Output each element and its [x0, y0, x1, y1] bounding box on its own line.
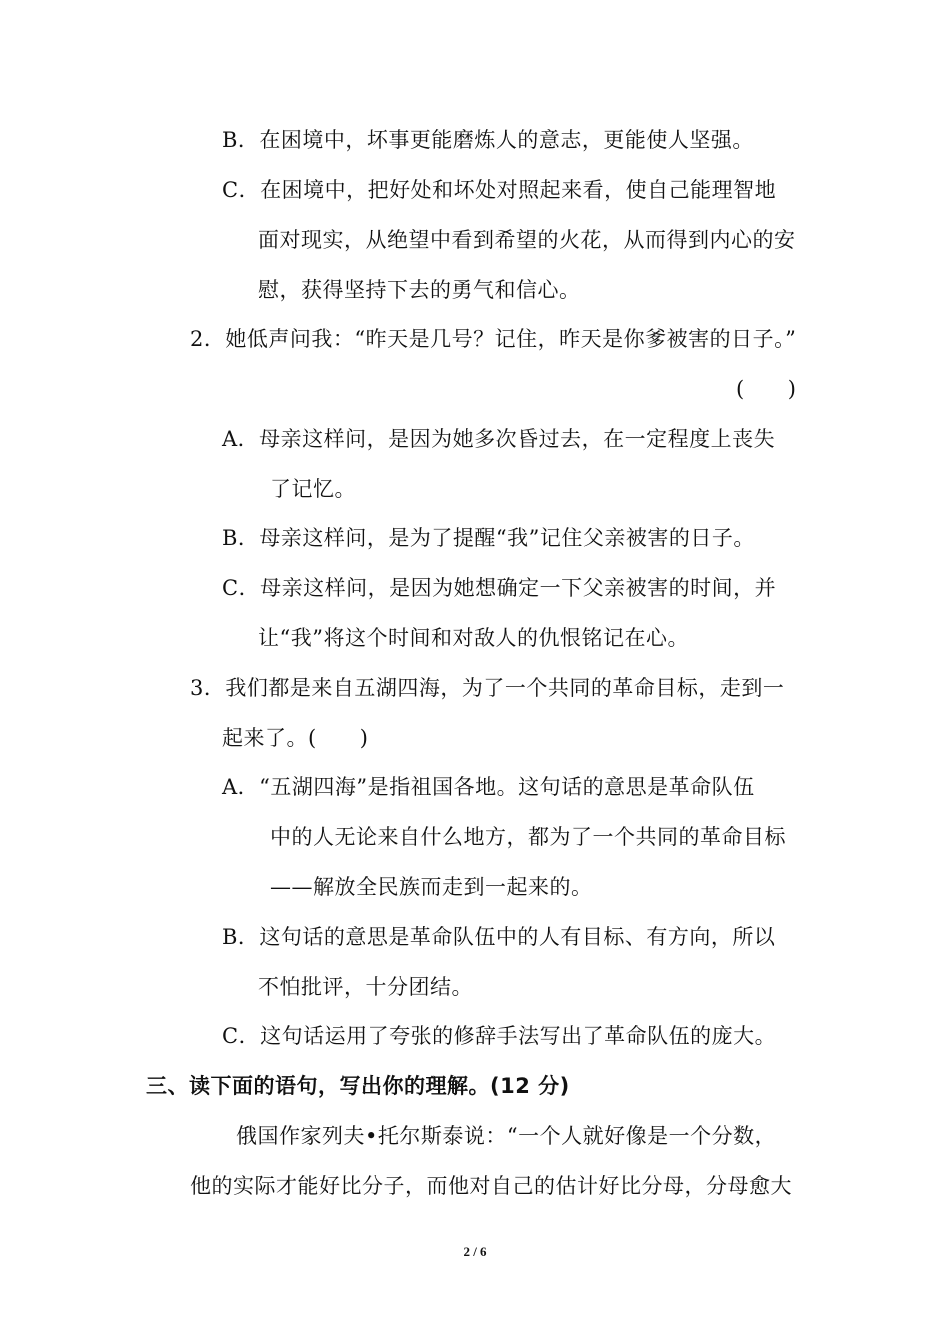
quote-line-2: 他的实际才能好比分子，而他对自己的估计好比分母，分母愈大 — [190, 1174, 792, 1198]
answer-blank-q2: ( ) — [736, 377, 797, 401]
option-c-q1: C．在困境中，把好处和坏处对照起来看，使自己能理智地 — [222, 178, 777, 202]
option-c-q1-cont2: 慰，获得坚持下去的勇气和信心。 — [258, 278, 581, 302]
option-b-q1: B．在困境中，坏事更能磨炼人的意志，更能使人坚强。 — [222, 128, 754, 152]
option-c-q2: C．母亲这样问，是因为她想确定一下父亲被害的时间，并 — [222, 576, 777, 600]
quote-line-1: 俄国作家列夫•托尔斯泰说：“一个人就好像是一个分数， — [236, 1124, 777, 1148]
option-a-q3-cont2: ——解放全民族而走到一起来的。 — [270, 875, 593, 899]
question-2: 2．她低声问我：“昨天是几号？记住，昨天是你爹被害的日子。” — [190, 327, 797, 351]
option-a-q3: A．“五湖四海”是指祖国各地。这句话的意思是革命队伍 — [222, 775, 755, 799]
page-number: 2 / 6 — [463, 1244, 487, 1259]
option-b-q3: B．这句话的意思是革命队伍中的人有目标、有方向，所以 — [222, 925, 776, 949]
option-b-q3-cont: 不怕批评，十分团结。 — [258, 975, 473, 999]
question-3-cont: 起来了。( ) — [222, 726, 369, 750]
option-c-q3: C．这句话运用了夸张的修辞手法写出了革命队伍的庞大。 — [222, 1024, 777, 1048]
question-3: 3．我们都是来自五湖四海，为了一个共同的革命目标，走到一 — [190, 676, 785, 700]
section-3-heading: 三、读下面的语句，写出你的理解。(12 分) — [146, 1074, 570, 1098]
option-c-q2-cont: 让“我”将这个时间和对敌人的仇恨铭记在心。 — [258, 626, 689, 650]
option-a-q2: A．母亲这样问，是因为她多次昏过去，在一定程度上丧失 — [222, 427, 776, 451]
option-a-q3-cont1: 中的人无论来自什么地方，都为了一个共同的革命目标 — [270, 825, 786, 849]
option-c-q1-cont1: 面对现实，从绝望中看到希望的火花，从而得到内心的安 — [258, 228, 796, 252]
option-b-q2: B．母亲这样问，是为了提醒“我”记住父亲被害的日子。 — [222, 526, 755, 550]
option-a-q2-cont: 了记忆。 — [270, 477, 356, 501]
